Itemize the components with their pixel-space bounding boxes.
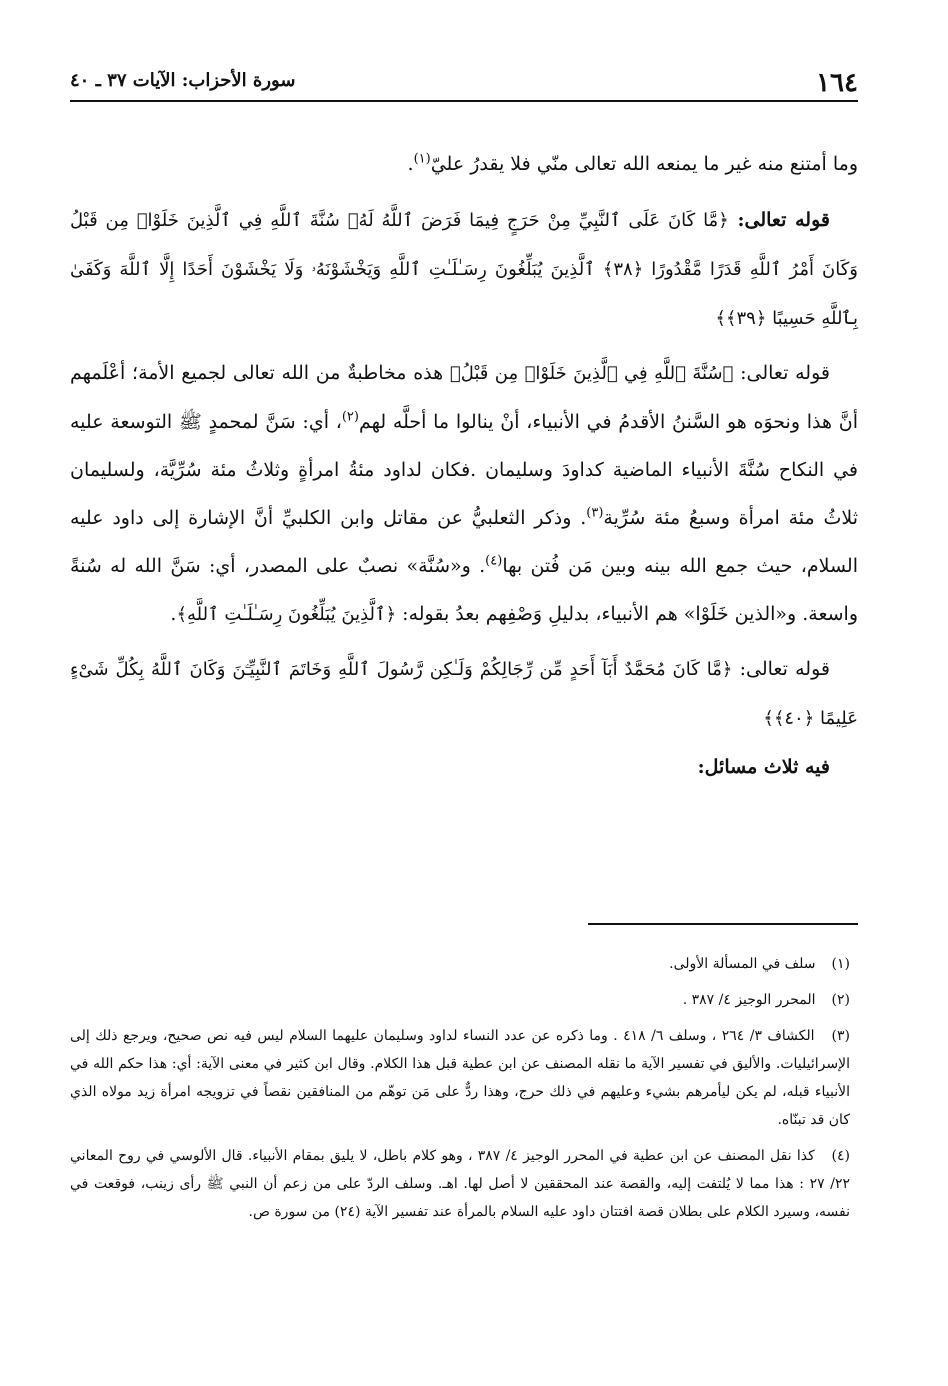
running-title: سورة الأحزاب: الآيات ٣٧ ـ ٤٠: [70, 70, 296, 91]
footnote-divider: [588, 923, 858, 925]
footnote-ref: (٣): [586, 505, 604, 521]
footnote-ref: (٢): [341, 409, 359, 425]
footnote-text: كذا نقل المصنف عن ابن عطية في المحرر الوجيز ٤/ ٣٨٧ ، وهو كلام باطل، لا يليق بمقام الأنبياء. قال الألوسي في روح المعاني ٢٢/ ٢٧ : هذا مما لا يُلتفت إليه، والقصة عند المحققين لا أصل لها. اهـ. وسلف الردّ على من زعم أن النبي ﷺ رأى زينب، فوقعت في نفسه، وسيرد الكلام على بطلان قصة افتتان داود عليه السلام بالمرأة عند تفسير الآية (٢٤) من سورة ص.: [70, 1148, 850, 1220]
paragraph-end: .: [407, 153, 414, 175]
quran-verse: ﴿مَّا كَانَ مُحَمَّدٌ أَبَآ أَحَدٍ مِّن رِّجَالِكُمْ وَلَـٰكِن رَّسُولَ ٱللَّهِ وَخَاتَمَ ٱلنَّبِيِّـۧنَ وَكَانَ ٱللَّهُ بِكُلِّ شَىْءٍ عَلِيمًا ﴿٤٠﴾﴾: [70, 659, 858, 729]
footnote: [70, 1142, 850, 1226]
commentary-text: هذه مخاطبةٌ من الله تعالى لجميع الأمة؛ أعْلَمهم أنَّ هذا ونحوَه هو السَّننُ الأقدمُ في الأنبياء، أنْ ينالوا ما أحلَّه لهم: [70, 362, 858, 433]
footnotes: [70, 950, 850, 1234]
commentary-text: . و«سُنَّة» نصبٌ على المصدر، أي: سَنَّ الله له سُنةً واسعة. و«الذين خَلَوْا» هم الأنبياء، بدليلِ وَصْفِهم بعدُ بقوله:: [70, 555, 858, 625]
footnote-ref: (١): [413, 151, 431, 167]
commentary-text: ، أي: سَنَّ لمحمدٍ ﷺ التوسعة عليه في النكاح سُنَّةَ الأنبياء الماضية كداودَ وسليمان .فكان لداود مئةُ امرأةٍ وثلاثُ مئة سُرِّيَّة، ولسليمان ثلاثُ مئة امرأة وسبعُ مئة سُرِّية: [70, 411, 858, 529]
footnote: [70, 950, 850, 978]
quran-quote: ﴿سُنَّةَ ٱللَّهِ فِي ٱلَّذِينَ خَلَوْا۟ مِن قَبْلُ﴾: [449, 363, 734, 384]
commentary-text: قوله تعالى:: [733, 362, 830, 384]
footnote-ref: (٤): [485, 553, 503, 569]
issues-heading: فيه ثلاث مسائل:: [697, 756, 830, 778]
footnote-text: سلف في المسألة الأولى.: [669, 956, 816, 972]
footnote-number: (٤): [831, 1148, 850, 1164]
verse-block-40: [70, 645, 858, 743]
commentary-paragraph: [70, 349, 858, 639]
commentary-text: . وذكر الثعلبيُّ عن مقاتل وابن الكلبيِّ أنَّ الإشارة إلى داود عليه السلام، حيث جمع الله بينه وبين مَن فُتن بها: [70, 507, 858, 577]
verse-block-38-39: [70, 196, 858, 343]
verse-lead: قوله تعالى:: [732, 658, 830, 680]
commentary-text: .: [170, 603, 177, 625]
quran-quote: ﴿ٱلَّذِينَ يُبَلِّغُونَ رِسَـٰلَـٰتِ ٱللَّهِ﴾: [176, 604, 397, 625]
page-header: [70, 66, 858, 102]
footnote-number: (٢): [831, 992, 850, 1008]
footnote: [70, 986, 850, 1014]
main-text: [70, 140, 858, 791]
footnote-text: المحرر الوجيز ٤/ ٣٨٧ .: [682, 992, 816, 1008]
footnote-number: (٣): [831, 1028, 850, 1044]
footnote: [70, 1022, 850, 1134]
footnote-number: (١): [831, 956, 850, 972]
paragraph-continuation: [70, 140, 858, 188]
verse-lead: قوله تعالى:: [728, 209, 830, 231]
page-number: ١٦٤: [816, 68, 858, 98]
quran-verse: ﴿مَّا كَانَ عَلَى ٱلنَّبِيِّ مِنْ حَرَجٍ فِيمَا فَرَضَ ٱللَّهُ لَهُۥ سُنَّةَ ٱللَّهِ فِي ٱلَّذِينَ خَلَوْا۟ مِن قَبْلُ وَكَانَ أَمْرُ ٱللَّهِ قَدَرًا مَّقْدُورًا ﴿٣٨﴾ ٱلَّذِينَ يُبَلِّغُونَ رِسَـٰلَـٰتِ ٱللَّهِ وَيَخْشَوْنَهُۥ وَلَا يَخْشَوْنَ أَحَدًا إِلَّا ٱللَّهَ وَكَفَىٰ بِٱللَّهِ حَسِيبًا ﴿٣٩﴾﴾: [70, 210, 858, 329]
footnote-text: الكشاف ٣/ ٢٦٤ ، وسلف ٦/ ٤١٨ . وما ذكره عن عدد النساء لداود وسليمان عليهما السلام ليس فيه نص صحيح، ويرجع ذلك إلى الإسرائيليات. والأليق في تفسير الآية ما نقله المصنف عن ابن عطية قبل هذا الكلام. وقال ابن كثير في معنى الآية: أي: هذا حكم الله في الأنبياء قبله، لم يكن ليأمرهم بشيء وعليهم في ذلك حرج، وهذا ردٌّ على مَن توهّم من المنافقين نقصاً في تزويجه امرأة زيد مولاه الذي كان قد تبنّاه.: [70, 1028, 850, 1128]
paragraph-text: وما أمتنع منه غير ما يمنعه الله تعالى منّي فلا يقدرُ عليّ: [430, 153, 858, 175]
